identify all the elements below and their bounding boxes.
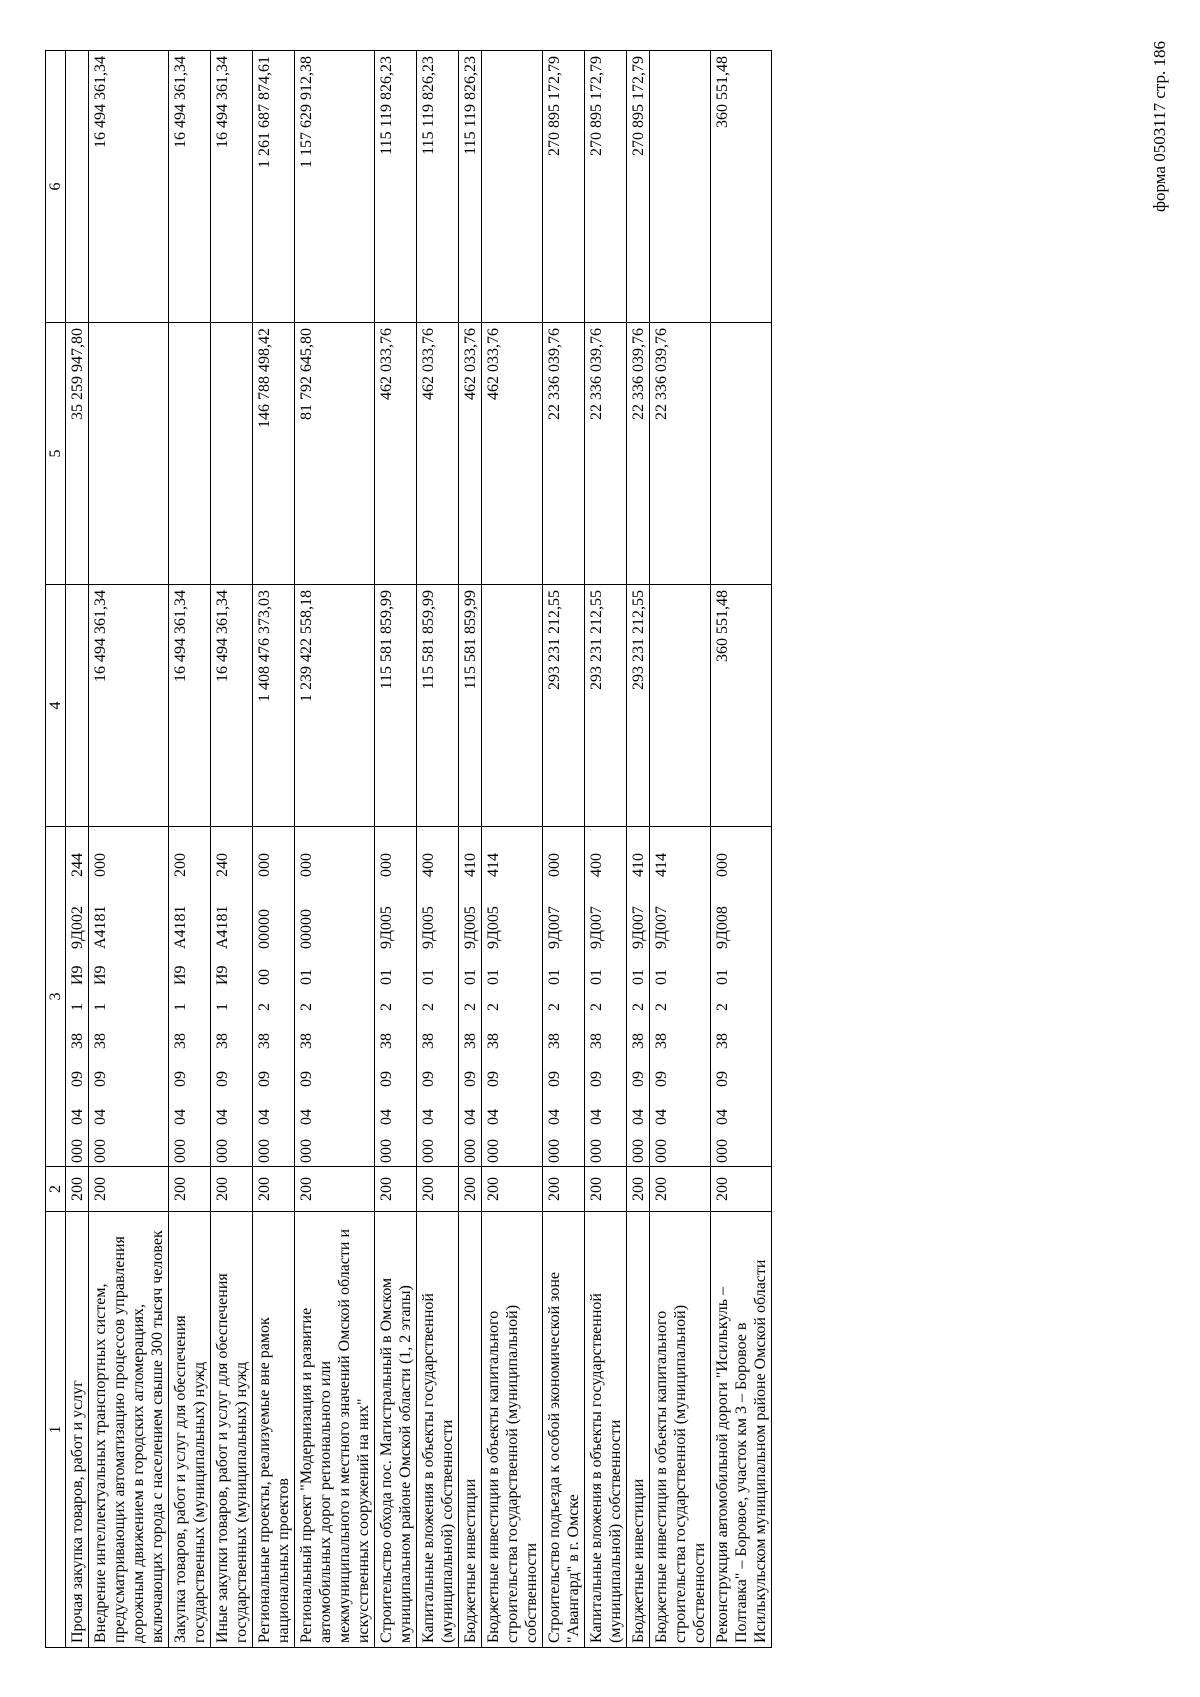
row-approved-amount-cell: 293 231 212,55 bbox=[543, 585, 585, 827]
classification-code-part: 01 bbox=[653, 969, 670, 985]
classification-code-part: 9Д008 bbox=[714, 906, 731, 949]
row-approved-amount-cell: 115 581 859,99 bbox=[459, 585, 482, 827]
classification-code-part: 04 bbox=[630, 1109, 647, 1125]
row-name-cell: Капитальные вложения в объекты государственной (муниципальной) собственности bbox=[585, 1212, 627, 1648]
classification-code-part: 000 bbox=[92, 1139, 109, 1163]
row-remaining-amount-cell: 16 494 361,34 bbox=[169, 51, 211, 323]
classification-code-part: 2 bbox=[420, 1003, 437, 1011]
row-executed-amount-cell: 22 336 039,76 bbox=[650, 323, 711, 585]
row-name-cell: Закупка товаров, работ и услуг для обеспечения государственных (муниципальных) нужд bbox=[169, 1212, 211, 1648]
row-executed-amount-cell: 22 336 039,76 bbox=[585, 323, 627, 585]
row-line-code-cell: 200 bbox=[169, 1167, 211, 1212]
table-row bbox=[627, 51, 650, 1648]
table-row bbox=[66, 51, 89, 1648]
classification-code-part: 1 bbox=[214, 1003, 231, 1011]
row-classification-code-cell bbox=[417, 827, 459, 1167]
row-line-code-cell: 200 bbox=[417, 1167, 459, 1212]
classification-code-part: 04 bbox=[714, 1109, 731, 1125]
classification-code-parts bbox=[585, 827, 606, 1166]
row-executed-amount-cell: 81 792 645,80 bbox=[295, 323, 375, 585]
table-row bbox=[375, 51, 417, 1648]
row-line-code-cell: 200 bbox=[459, 1167, 482, 1212]
row-remaining-amount-cell: 270 895 172,79 bbox=[543, 51, 585, 323]
classification-code-part: И9 bbox=[172, 965, 189, 985]
classification-code-part: 01 bbox=[714, 969, 731, 985]
classification-code-part: 09 bbox=[214, 1071, 231, 1087]
row-approved-amount-cell bbox=[482, 585, 543, 827]
classification-code-part: 200 bbox=[172, 853, 189, 877]
classification-code-part: 000 bbox=[630, 1139, 647, 1163]
classification-code-part: 9Д005 bbox=[485, 906, 502, 949]
classification-code-part: 01 bbox=[378, 969, 395, 985]
row-line-code-cell: 200 bbox=[89, 1167, 169, 1212]
row-approved-amount-cell bbox=[66, 585, 89, 827]
classification-code-part: 2 bbox=[462, 1003, 479, 1011]
row-approved-amount-cell: 115 581 859,99 bbox=[417, 585, 459, 827]
classification-code-part: 04 bbox=[378, 1109, 395, 1125]
classification-code-part: 000 bbox=[714, 853, 731, 877]
classification-code-part: 410 bbox=[630, 853, 647, 877]
row-name-cell: Иные закупки товаров, работ и услуг для обеспечения государственных (муниципальных) нужд bbox=[211, 1212, 253, 1648]
row-approved-amount-cell: 293 231 212,55 bbox=[585, 585, 627, 827]
classification-code-part: 9Д007 bbox=[546, 906, 563, 949]
row-line-code-cell: 200 bbox=[650, 1167, 711, 1212]
classification-code-parts bbox=[543, 827, 564, 1166]
row-executed-amount-cell: 22 336 039,76 bbox=[543, 323, 585, 585]
classification-code-part: 00000 bbox=[298, 909, 315, 949]
header-cell: 3 bbox=[46, 827, 66, 1167]
classification-code-part: 1 bbox=[92, 1003, 109, 1011]
classification-code-part: 9Д005 bbox=[420, 906, 437, 949]
table-row bbox=[253, 51, 295, 1648]
classification-code-part: 1 bbox=[69, 1003, 86, 1011]
classification-code-part: 09 bbox=[485, 1071, 502, 1087]
row-name-cell: Капитальные вложения в объекты государственной (муниципальной) собственности bbox=[417, 1212, 459, 1648]
classification-code-part: 2 bbox=[630, 1003, 647, 1011]
row-name-cell: Внедрение интеллектуальных транспортных систем, предусматривающих автоматизацию процессов управления дорожным движением в городских агломерациях, включающих города с населением свыше 300 тысяч человек bbox=[89, 1212, 169, 1648]
classification-code-part: 2 bbox=[546, 1003, 563, 1011]
classification-code-parts bbox=[711, 827, 732, 1166]
row-line-code-cell: 200 bbox=[295, 1167, 375, 1212]
classification-code-part: 09 bbox=[172, 1071, 189, 1087]
row-approved-amount-cell bbox=[650, 585, 711, 827]
classification-code-parts bbox=[295, 827, 316, 1166]
classification-code-part: 000 bbox=[588, 1139, 605, 1163]
classification-code-part: 000 bbox=[714, 1139, 731, 1163]
classification-code-parts bbox=[375, 827, 396, 1166]
classification-code-part: 01 bbox=[420, 969, 437, 985]
classification-code-part: 2 bbox=[714, 1003, 731, 1011]
row-classification-code-cell bbox=[627, 827, 650, 1167]
row-classification-code-cell bbox=[585, 827, 627, 1167]
row-executed-amount-cell bbox=[711, 323, 772, 585]
classification-code-part: 000 bbox=[256, 853, 273, 877]
classification-code-parts bbox=[417, 827, 438, 1166]
classification-code-part: 000 bbox=[298, 853, 315, 877]
row-name-cell: Бюджетные инвестиции в объекты капитального строительства государственной (муниципальной) собственности bbox=[650, 1212, 711, 1648]
classification-code-part: 000 bbox=[378, 1139, 395, 1163]
row-classification-code-cell bbox=[375, 827, 417, 1167]
row-remaining-amount-cell: 1 261 687 874,61 bbox=[253, 51, 295, 323]
classification-code-part: 2 bbox=[256, 1003, 273, 1011]
classification-code-part: 000 bbox=[653, 1139, 670, 1163]
row-remaining-amount-cell: 16 494 361,34 bbox=[211, 51, 253, 323]
classification-code-part: А4181 bbox=[214, 905, 231, 949]
classification-code-part: 00000 bbox=[256, 909, 273, 949]
row-executed-amount-cell: 462 033,76 bbox=[482, 323, 543, 585]
classification-code-part: 000 bbox=[546, 853, 563, 877]
classification-code-part: 2 bbox=[298, 1003, 315, 1011]
classification-code-part: 09 bbox=[630, 1071, 647, 1087]
row-approved-amount-cell: 1 408 476 373,03 bbox=[253, 585, 295, 827]
classification-code-part: 9Д007 bbox=[588, 906, 605, 949]
classification-code-part: 09 bbox=[714, 1071, 731, 1087]
row-name-cell: Региональные проекты, реализуемые вне рамок национальных проектов bbox=[253, 1212, 295, 1648]
row-remaining-amount-cell: 360 551,48 bbox=[711, 51, 772, 323]
row-executed-amount-cell: 462 033,76 bbox=[417, 323, 459, 585]
form-page-reference: форма 0503117 стр. 186 bbox=[1150, 41, 1169, 212]
classification-code-part: 38 bbox=[256, 1033, 273, 1049]
classification-code-part: 000 bbox=[546, 1139, 563, 1163]
row-line-code-cell: 200 bbox=[375, 1167, 417, 1212]
classification-code-parts bbox=[650, 827, 671, 1166]
classification-code-part: 09 bbox=[653, 1071, 670, 1087]
classification-code-part: 000 bbox=[214, 1139, 231, 1163]
row-classification-code-cell bbox=[459, 827, 482, 1167]
table-row bbox=[211, 51, 253, 1648]
classification-code-part: 240 bbox=[214, 853, 231, 877]
classification-code-part: 04 bbox=[653, 1109, 670, 1125]
classification-code-part: 400 bbox=[420, 853, 437, 877]
row-line-code-cell: 200 bbox=[627, 1167, 650, 1212]
classification-code-part: 000 bbox=[92, 853, 109, 877]
row-remaining-amount-cell: 115 119 826,23 bbox=[375, 51, 417, 323]
classification-code-part: 000 bbox=[462, 1139, 479, 1163]
classification-code-part: 01 bbox=[485, 969, 502, 985]
row-classification-code-cell bbox=[543, 827, 585, 1167]
classification-code-part: А4181 bbox=[172, 905, 189, 949]
row-name-cell: Бюджетные инвестиции bbox=[627, 1212, 650, 1648]
classification-code-part: 000 bbox=[69, 1139, 86, 1163]
classification-code-part: 414 bbox=[485, 853, 502, 877]
classification-code-part: 04 bbox=[92, 1109, 109, 1125]
classification-code-part: 9Д005 bbox=[378, 906, 395, 949]
row-line-code-cell: 200 bbox=[543, 1167, 585, 1212]
classification-code-part: 38 bbox=[172, 1033, 189, 1049]
classification-code-part: 38 bbox=[546, 1033, 563, 1049]
row-remaining-amount-cell bbox=[650, 51, 711, 323]
row-line-code-cell: 200 bbox=[711, 1167, 772, 1212]
row-executed-amount-cell bbox=[211, 323, 253, 585]
classification-code-part: 38 bbox=[485, 1033, 502, 1049]
classification-code-part: 2 bbox=[653, 1003, 670, 1011]
table-row bbox=[543, 51, 585, 1648]
row-name-cell: Строительство подъезда к особой экономической зоне "Авангард" в г. Омске bbox=[543, 1212, 585, 1648]
classification-code-part: 2 bbox=[588, 1003, 605, 1011]
row-approved-amount-cell: 16 494 361,34 bbox=[211, 585, 253, 827]
classification-code-part: И9 bbox=[92, 965, 109, 985]
row-name-cell: Прочая закупка товаров, работ и услуг bbox=[66, 1212, 89, 1648]
classification-code-part: 09 bbox=[462, 1071, 479, 1087]
classification-code-part: 000 bbox=[256, 1139, 273, 1163]
row-classification-code-cell bbox=[211, 827, 253, 1167]
classification-code-part: 1 bbox=[172, 1003, 189, 1011]
classification-code-part: 000 bbox=[485, 1139, 502, 1163]
classification-code-part: 04 bbox=[546, 1109, 563, 1125]
classification-code-part: 04 bbox=[420, 1109, 437, 1125]
row-name-cell: Региональный проект "Модернизация и развитие автомобильных дорог регионального или межмуниципального и местного значений Омской области и искусственных сооружений на них" bbox=[295, 1212, 375, 1648]
row-name-cell: Бюджетные инвестиции bbox=[459, 1212, 482, 1648]
classification-code-part: 38 bbox=[588, 1033, 605, 1049]
classification-code-part: 04 bbox=[485, 1109, 502, 1125]
row-remaining-amount-cell: 270 895 172,79 bbox=[627, 51, 650, 323]
classification-code-parts bbox=[482, 827, 503, 1166]
classification-code-part: 9Д007 bbox=[653, 906, 670, 949]
classification-code-part: 38 bbox=[714, 1033, 731, 1049]
row-approved-amount-cell: 360 551,48 bbox=[711, 585, 772, 827]
classification-code-part: 2 bbox=[485, 1003, 502, 1011]
row-executed-amount-cell: 462 033,76 bbox=[375, 323, 417, 585]
row-remaining-amount-cell: 115 119 826,23 bbox=[459, 51, 482, 323]
header-cell: 6 bbox=[46, 51, 66, 323]
row-classification-code-cell bbox=[89, 827, 169, 1167]
classification-code-parts bbox=[169, 827, 190, 1166]
row-executed-amount-cell: 35 259 947,80 bbox=[66, 323, 89, 585]
classification-code-part: И9 bbox=[214, 965, 231, 985]
row-executed-amount-cell: 146 788 498,42 bbox=[253, 323, 295, 585]
row-executed-amount-cell: 22 336 039,76 bbox=[627, 323, 650, 585]
classification-code-part: 38 bbox=[69, 1033, 86, 1049]
header-cell: 4 bbox=[46, 585, 66, 827]
classification-code-part: 244 bbox=[69, 853, 86, 877]
header-cell: 5 bbox=[46, 323, 66, 585]
row-classification-code-cell bbox=[711, 827, 772, 1167]
classification-code-part: 414 bbox=[653, 853, 670, 877]
classification-code-part: 9Д007 bbox=[630, 906, 647, 949]
header-cell: 2 bbox=[46, 1167, 66, 1212]
classification-code-parts bbox=[459, 827, 480, 1166]
row-name-cell: Бюджетные инвестиции в объекты капитального строительства государственной (муниципальной) собственности bbox=[482, 1212, 543, 1648]
row-classification-code-cell bbox=[482, 827, 543, 1167]
classification-code-parts bbox=[211, 827, 232, 1166]
row-classification-code-cell bbox=[169, 827, 211, 1167]
classification-code-part: 04 bbox=[172, 1109, 189, 1125]
row-approved-amount-cell: 16 494 361,34 bbox=[169, 585, 211, 827]
row-classification-code-cell bbox=[650, 827, 711, 1167]
row-executed-amount-cell bbox=[169, 323, 211, 585]
table-row bbox=[295, 51, 375, 1648]
classification-code-part: И9 bbox=[69, 965, 86, 985]
classification-code-part: 2 bbox=[378, 1003, 395, 1011]
row-line-code-cell: 200 bbox=[482, 1167, 543, 1212]
column-number-header bbox=[46, 51, 66, 1648]
classification-code-part: 38 bbox=[420, 1033, 437, 1049]
row-remaining-amount-cell: 115 119 826,23 bbox=[417, 51, 459, 323]
classification-code-part: 01 bbox=[546, 969, 563, 985]
classification-code-part: 09 bbox=[69, 1071, 86, 1087]
classification-code-part: 09 bbox=[588, 1071, 605, 1087]
classification-code-part: 04 bbox=[588, 1109, 605, 1125]
classification-code-part: 09 bbox=[256, 1071, 273, 1087]
budget-execution-table bbox=[45, 50, 772, 1648]
table-row bbox=[585, 51, 627, 1648]
row-approved-amount-cell: 293 231 212,55 bbox=[627, 585, 650, 827]
classification-code-part: 38 bbox=[214, 1033, 231, 1049]
classification-code-part: 04 bbox=[298, 1109, 315, 1125]
row-classification-code-cell bbox=[295, 827, 375, 1167]
table-row bbox=[169, 51, 211, 1648]
row-line-code-cell: 200 bbox=[585, 1167, 627, 1212]
classification-code-part: 01 bbox=[462, 969, 479, 985]
row-remaining-amount-cell bbox=[66, 51, 89, 323]
classification-code-part: 01 bbox=[588, 969, 605, 985]
classification-code-parts bbox=[253, 827, 274, 1166]
classification-code-part: 410 bbox=[462, 853, 479, 877]
classification-code-part: 38 bbox=[92, 1033, 109, 1049]
classification-code-part: 01 bbox=[630, 969, 647, 985]
classification-code-part: 400 bbox=[588, 853, 605, 877]
classification-code-parts bbox=[66, 827, 87, 1166]
row-remaining-amount-cell: 270 895 172,79 bbox=[585, 51, 627, 323]
classification-code-part: 09 bbox=[546, 1071, 563, 1087]
row-approved-amount-cell: 1 239 422 558,18 bbox=[295, 585, 375, 827]
classification-code-part: 04 bbox=[214, 1109, 231, 1125]
row-remaining-amount-cell: 16 494 361,34 bbox=[89, 51, 169, 323]
row-remaining-amount-cell: 1 157 629 912,38 bbox=[295, 51, 375, 323]
table-row bbox=[711, 51, 772, 1648]
classification-code-part: А4181 bbox=[92, 905, 109, 949]
classification-code-part: 000 bbox=[172, 1139, 189, 1163]
classification-code-part: 09 bbox=[298, 1071, 315, 1087]
row-remaining-amount-cell bbox=[482, 51, 543, 323]
row-line-code-cell: 200 bbox=[211, 1167, 253, 1212]
row-executed-amount-cell: 462 033,76 bbox=[459, 323, 482, 585]
classification-code-part: 9Д002 bbox=[69, 906, 86, 949]
classification-code-parts bbox=[627, 827, 648, 1166]
classification-code-part: 38 bbox=[298, 1033, 315, 1049]
header-cell: 1 bbox=[46, 1212, 66, 1648]
classification-code-part: 01 bbox=[298, 969, 315, 985]
classification-code-part: 9Д005 bbox=[462, 906, 479, 949]
classification-code-part: 000 bbox=[420, 1139, 437, 1163]
row-approved-amount-cell: 115 581 859,99 bbox=[375, 585, 417, 827]
classification-code-part: 38 bbox=[653, 1033, 670, 1049]
row-line-code-cell: 200 bbox=[253, 1167, 295, 1212]
classification-code-part: 38 bbox=[378, 1033, 395, 1049]
classification-code-part: 38 bbox=[462, 1033, 479, 1049]
classification-code-part: 04 bbox=[462, 1109, 479, 1125]
classification-code-parts bbox=[89, 827, 110, 1166]
table-row bbox=[650, 51, 711, 1648]
classification-code-part: 09 bbox=[378, 1071, 395, 1087]
classification-code-part: 000 bbox=[298, 1139, 315, 1163]
classification-code-part: 00 bbox=[256, 969, 273, 985]
table-row bbox=[89, 51, 169, 1648]
classification-code-part: 09 bbox=[420, 1071, 437, 1087]
classification-code-part: 04 bbox=[69, 1109, 86, 1125]
row-classification-code-cell bbox=[66, 827, 89, 1167]
classification-code-part: 38 bbox=[630, 1033, 647, 1049]
row-approved-amount-cell: 16 494 361,34 bbox=[89, 585, 169, 827]
table-row bbox=[482, 51, 543, 1648]
classification-code-part: 000 bbox=[378, 853, 395, 877]
row-executed-amount-cell bbox=[89, 323, 169, 585]
row-name-cell: Реконструкция автомобильной дороги "Исилькуль – Полтавка" – Боровое, участок км 3 – Боровое в Исилькульском муниципальном районе Омской области bbox=[711, 1212, 772, 1648]
classification-code-part: 04 bbox=[256, 1109, 273, 1125]
row-classification-code-cell bbox=[253, 827, 295, 1167]
table-row bbox=[417, 51, 459, 1648]
classification-code-part: 09 bbox=[92, 1071, 109, 1087]
row-name-cell: Строительство обхода пос. Магистральный в Омском муниципальном районе Омской области (1, 2 этапы) bbox=[375, 1212, 417, 1648]
row-line-code-cell: 200 bbox=[66, 1167, 89, 1212]
table-row bbox=[459, 51, 482, 1648]
